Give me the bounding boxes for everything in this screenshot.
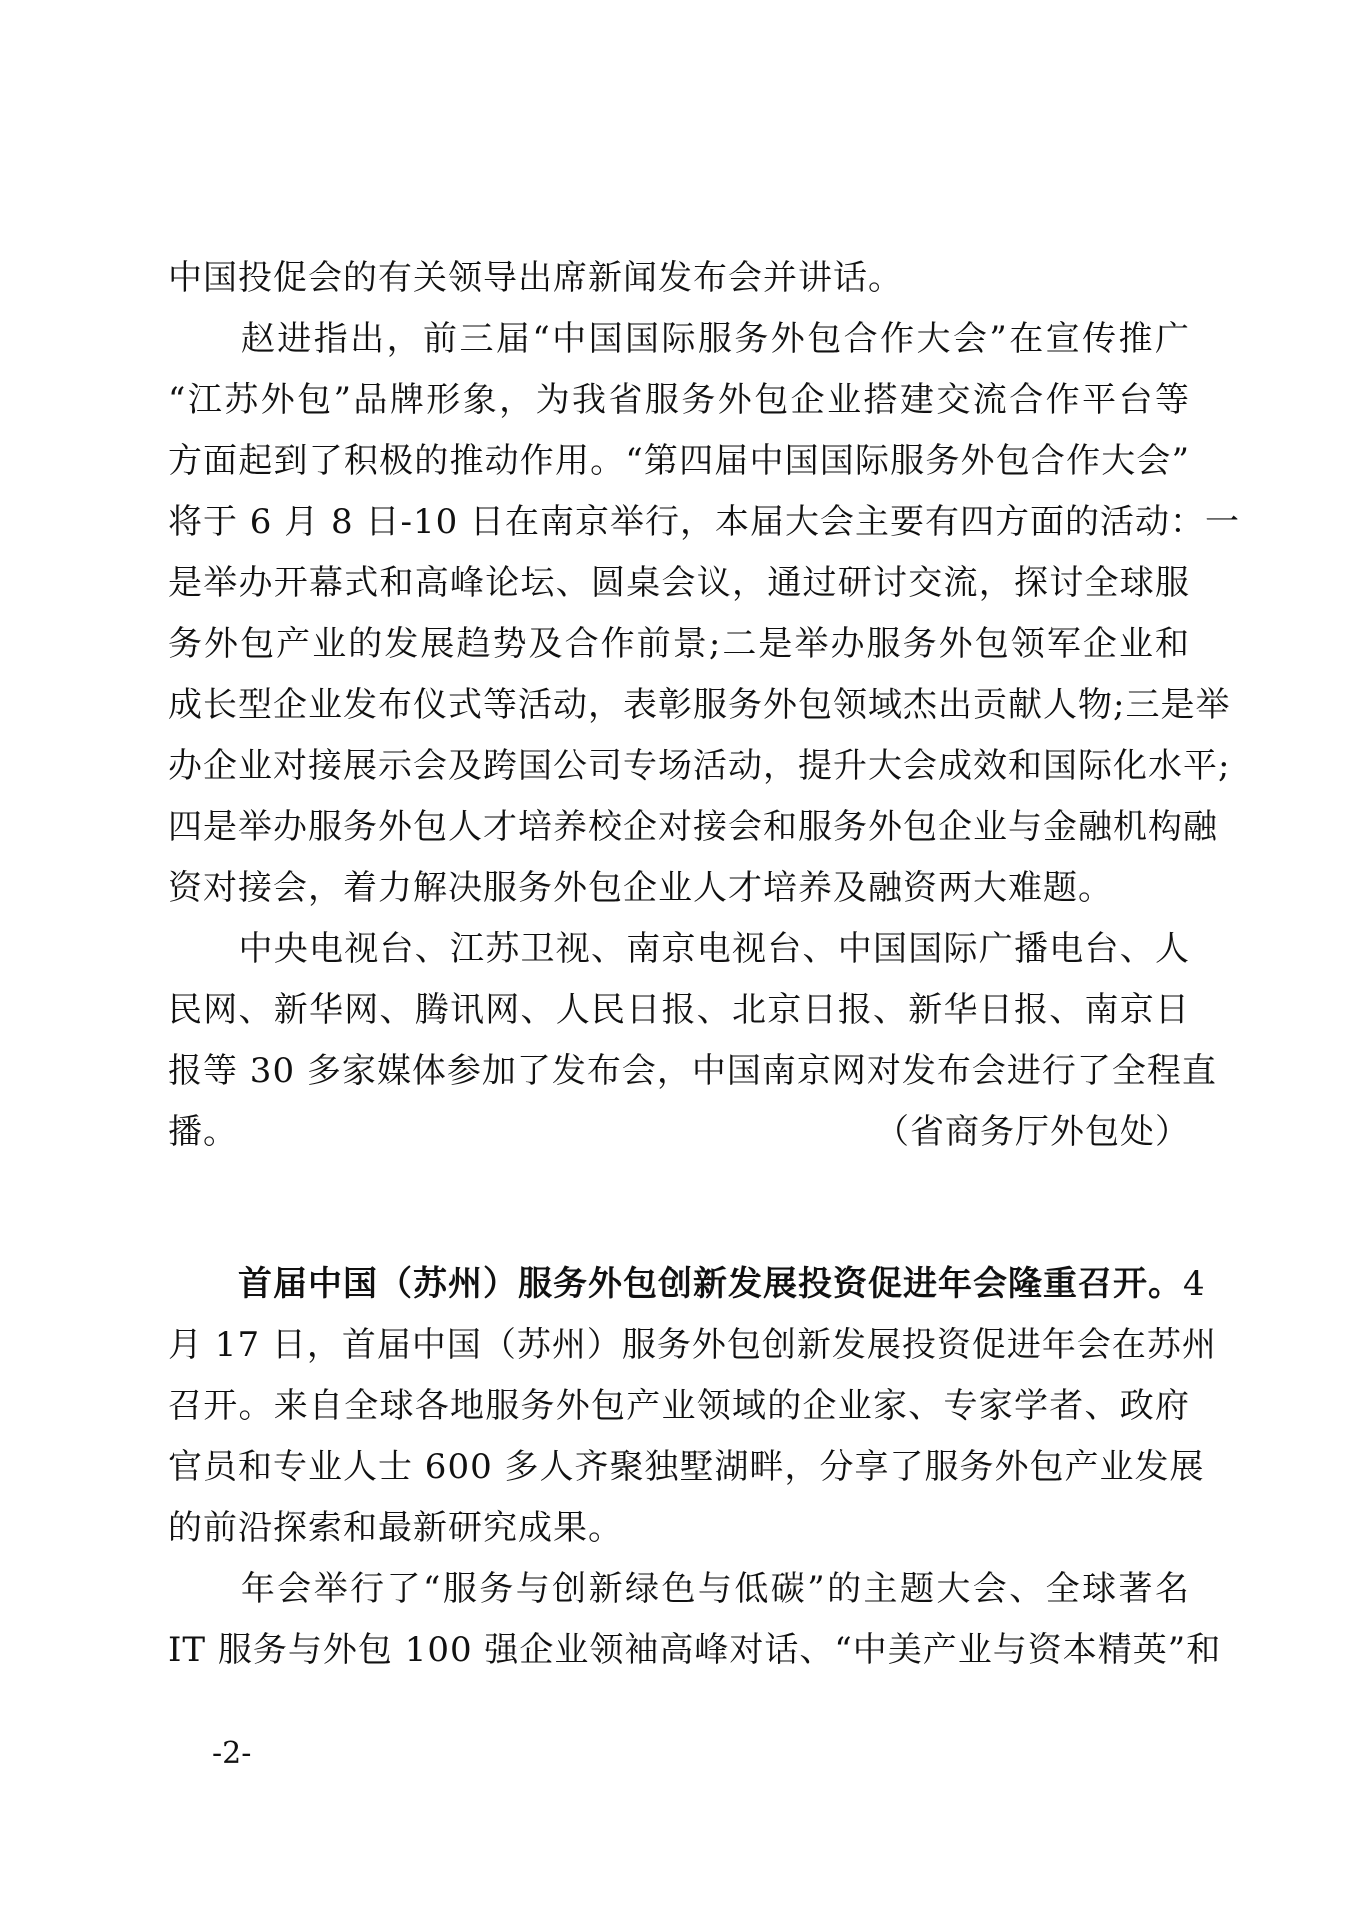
source-attribution: （省商务厅外包处） bbox=[875, 1112, 1190, 1152]
text-line: 将于 6 月 8 日-10 日在南京举行，本届大会主要有四方面的活动：一 bbox=[168, 502, 1241, 542]
text-line: 召开。来自全球各地服务外包产业领域的企业家、专家学者、政府 bbox=[168, 1386, 1190, 1426]
text-line: 是举办开幕式和高峰论坛、圆桌会议，通过研讨交流，探讨全球服 bbox=[168, 563, 1190, 603]
text-line: 报等 30 多家媒体参加了发布会，中国南京网对发布会进行了全程直 bbox=[168, 1051, 1217, 1091]
text-line: 月 17 日，首届中国（苏州）服务外包创新发展投资促进年会在苏州 bbox=[168, 1325, 1217, 1365]
text-line: 中央电视台、江苏卫视、南京电视台、中国国际广播电台、人 bbox=[168, 929, 1190, 969]
paragraph-1 bbox=[168, 248, 1190, 309]
paragraph-3 bbox=[168, 919, 1217, 1163]
text-line: “江苏外包”品牌形象，为我省服务外包企业搭建交流合作平台等 bbox=[168, 380, 1190, 420]
text-line: 务外包产业的发展趋势及合作前景;二是举办服务外包领军企业和 bbox=[168, 624, 1190, 664]
text-line: 民网、新华网、腾讯网、人民日报、北京日报、新华日报、南京日 bbox=[168, 990, 1190, 1030]
final-word: 播。 bbox=[168, 1112, 238, 1152]
text-line: 办企业对接展示会及跨国公司专场活动，提升大会成效和国际化水平; bbox=[168, 746, 1231, 786]
document-body bbox=[168, 248, 1241, 1681]
text-line: 四是举办服务外包人才培养校企对接会和服务外包企业与金融机构融 bbox=[168, 807, 1218, 847]
text-line: 的前沿探索和最新研究成果。 bbox=[168, 1508, 623, 1548]
paragraph-2 bbox=[168, 309, 1241, 919]
article-headline: 首届中国（苏州）服务外包创新发展投资促进年会隆重召开。 bbox=[168, 1264, 1183, 1304]
headline-line bbox=[168, 1254, 1206, 1315]
text-line: IT 服务与外包 100 强企业领袖高峰对话、“中美产业与资本精英”和 bbox=[168, 1630, 1222, 1670]
text-line: 方面起到了积极的推动作用。“第四届中国国际服务外包合作大会” bbox=[168, 441, 1190, 481]
text-line: 资对接会，着力解决服务外包企业人才培养及融资两大难题。 bbox=[168, 868, 1113, 908]
headline-tail: 4 bbox=[1183, 1264, 1206, 1304]
section-gap bbox=[168, 1163, 1190, 1254]
paragraph-4 bbox=[168, 1254, 1217, 1559]
text-line: 赵进指出，前三届“中国国际服务外包合作大会”在宣传推广 bbox=[168, 319, 1190, 359]
paragraph-5 bbox=[168, 1559, 1222, 1681]
source-line bbox=[168, 1102, 1190, 1163]
text-line: 年会举行了“服务与创新绿色与低碳”的主题大会、全球著名 bbox=[168, 1569, 1190, 1609]
text-line: 成长型企业发布仪式等活动，表彰服务外包领域杰出贡献人物;三是举 bbox=[168, 685, 1231, 725]
text-line: 官员和专业人士 600 多人齐聚独墅湖畔，分享了服务外包产业发展 bbox=[168, 1447, 1205, 1487]
text-line: 中国投促会的有关领导出席新闻发布会并讲话。 bbox=[168, 258, 903, 298]
page-number: -2- bbox=[212, 1736, 252, 1771]
